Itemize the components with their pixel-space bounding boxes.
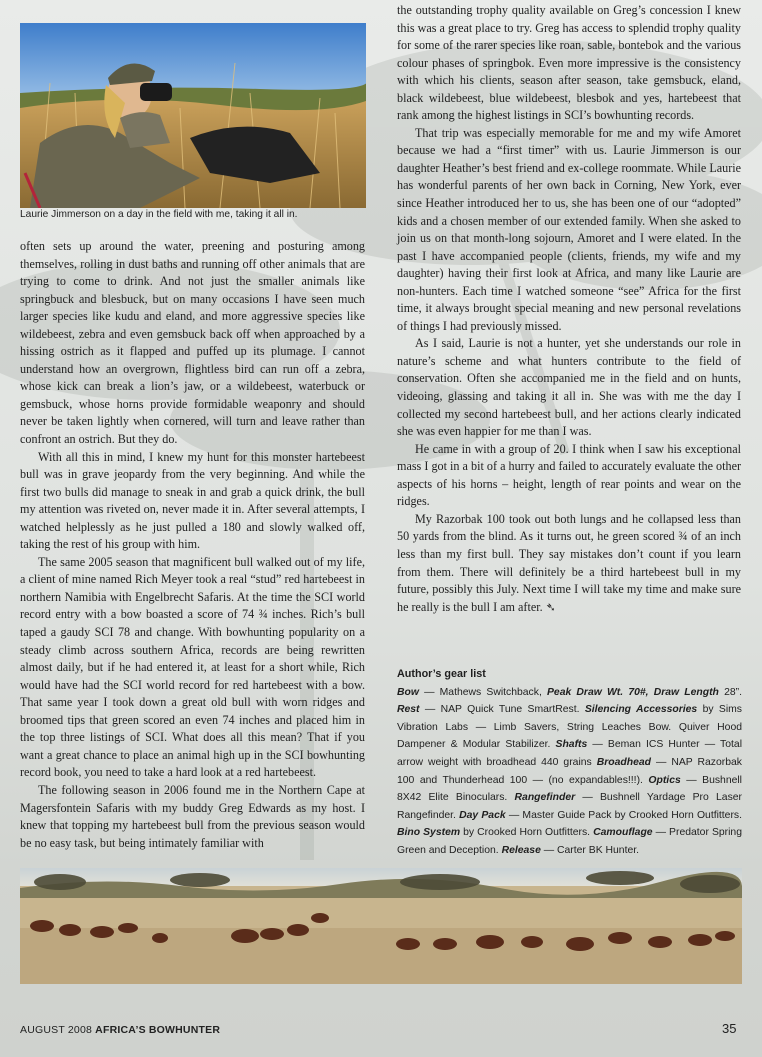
- gear-text: — Bushnell Yardage Pro Laser Rangefinder.: [397, 792, 743, 821]
- gear-label: Broadhead: [596, 756, 651, 768]
- gear-label: Optics: [648, 774, 681, 786]
- photo-caption: Laurie Jimmerson on a day in the field with me, taking it all in.: [20, 209, 298, 220]
- gear-list-body: [397, 684, 742, 860]
- paragraph: As I said, Laurie is not a hunter, yet she understands our role in nature’s scheme and what hunters contribute to the field of conservation. Often she accompanied me in the field and on hunts, videoing, glassing and taking it all in. She was with me the day I collected my second hartebeest bull, and her actions clearly indicated she was even happier for me than I was.: [397, 336, 741, 439]
- article-right-column: [397, 2, 741, 616]
- gear-label: Camouflage: [593, 827, 653, 839]
- gear-label: Bino System: [397, 827, 461, 839]
- gear-text: — Mathews Switchback,: [418, 686, 547, 698]
- paragraph: the outstanding trophy quality available on Greg’s concession I knew this was a great place to try. Greg has access to splendid trophy quality for some of the rarer species like roan, sable, bontebok and the various colour phases of springbok. Even more impressive is the consistency with which his clients, season after season, take gemsbuck, eland, black wildebeest, blue wildebeest, blesbok and yes, hartebeest that rank among the highest listings in SCI’s bowhunting records.: [397, 3, 741, 123]
- gear-text: by Sims Vibration Labs — Limb Savers, String Leaches Bow. Quiver Hood Dampener & Modular Stabilizer.: [397, 704, 742, 751]
- gear-text: — Master Guide Pack by Crooked Horn Outfitters.: [505, 809, 742, 821]
- gear-label: Peak Draw Wt. 70#, Draw Length: [547, 686, 719, 698]
- footer-date: AUGUST 2008: [20, 1024, 93, 1036]
- footer-issue: [20, 1024, 220, 1036]
- page-number: 35: [722, 1021, 737, 1036]
- article-left-column: [20, 238, 365, 852]
- authors-gear-list: [397, 666, 742, 860]
- gear-text: — NAP Quick Tune SmartRest.: [419, 704, 585, 716]
- gear-list-title: Author’s gear list: [397, 668, 486, 680]
- gear-text: — Bushnell 8X42 Elite Binoculars.: [397, 774, 742, 804]
- paragraph: The same 2005 season that magnificent bull walked out of my life, a client of mine named Rich Meyer took a real “stud” red hartebeest in northern Namibia with Engelbrecht Safaris. At the time the SCI world record entry with a bow boasted a score of 74 ¾ inches. Rich’s bull taped a gaudy SCI 78 and change. With bowhunting popularity on a steady climb across southern Africa, records are being rewritten almost daily, but if he had entered it, at least for a short while, Rich would have had the SCI world record for red hartebeest with a bow. That same year I took down a great old bull with worn ridges and broomed tips that green scored an even 74 inches and placed him in the top three listings of SCI. What does all this mean? That if you want a great chance to place an animal high up in the SCI bowhunting record book, you need to take a hard look at a red hartebeest.: [20, 554, 365, 780]
- gear-text: 28”.: [718, 686, 742, 698]
- photo-laurie-binoculars: [20, 23, 366, 208]
- gear-text: — Beman ICS Hunter — Total arrow weight with broadhead 440 grains: [397, 739, 743, 768]
- gear-label: Rangefinder: [514, 792, 576, 804]
- gear-label: Release: [501, 844, 541, 856]
- paragraph: That trip was especially memorable for me and my wife Amoret because we had a “first timer” with us. Laurie Jimmerson is our daughter Heather’s best friend and ex-college roommate. While Laurie has wonderful parents of her own back in Corning, New York, ever since Heather introduced her to us, she has been one of our “adopted” kids and a chosen member of our extended family. When she asked to join us on that month-long sojourn, Amoret and I were elated. In the past I have accompanied people (clients, friends, my wife and my daughter) having their first look at Africa, and many like Laurie are non-hunters. Each time I watched someone “see” Africa for the first time, it always brought special meaning and new personal revelations of things I had previously missed.: [397, 125, 741, 333]
- end-mark-icon: ➴: [545, 599, 556, 614]
- paragraph: With all this in mind, I knew my hunt for this monster hartebeest bull was in grave jeopardy from the very beginning. And while the first two bulls did manage to sneak in and grab a quick drink, the bull my attention was riveted on, never made it in. After several attempts, I watched helplessly as he just pulled a 180 and slowly walked off, taking the rest of his group with him.: [20, 449, 365, 552]
- paragraph: often sets up around the water, preening and posturing among themselves, rolling in dust baths and running off other animals that are trying to come to drink. And not just the smaller animals like springbuck and blesbuck, but on many occasions I have seen much larger species like kudu and eland, and more aggressive species like wildebeest, zebra and even gemsbuck back off when approached by a hissing ostrich as it flapped and puffed up its plumage. I cannot understand how an overgrown, flightless bird can run off a zebra, whose kick can break a lion’s jaw, or a wildebeest, waterbuck or gemsbuck, whose horns provide formidable weaponry and should never be taken lightly when cornered, will turn and leave rather than confront an ostrich. But they do.: [20, 239, 365, 447]
- gear-text: — Predator Spring Green and Deception.: [397, 827, 742, 856]
- gear-label: Shafts: [555, 739, 588, 751]
- gear-label: Silencing Accessories: [584, 704, 698, 716]
- paragraph: [397, 511, 741, 616]
- footer-magazine: AFRICA’S BOWHUNTER: [95, 1024, 221, 1036]
- gear-text: — NAP Razorbak 100 and Thunderhead 100 — (no expandables!!!).: [397, 756, 742, 786]
- paragraph: The following season in 2006 found me in the Northern Cape at Magersfontein Safaris with my buddy Greg Edwards as my host. I knew that topping my hartebeest bull from the previous season would be no easy task, but being intimately familiar with: [20, 782, 365, 850]
- photo-hartebeest-herd: [20, 868, 742, 984]
- gear-text: — Carter BK Hunter.: [540, 844, 640, 856]
- paragraph-text: My Razorbak 100 took out both lungs and he collapsed less than 50 yards from the blind. As it turns out, he green scored ¾ of an inch less than my first bull. They say mistakes don’t count if you learn from them. There will definitely be a third hartebeest bull in my future, possibly this July. Next time I will take my time and make sure he really is the bull I am after.: [397, 511, 741, 614]
- paragraph: He came in with a group of 20. I think when I saw his exceptional mass I got in a bit of a hurry and failed to accurately evaluate the other aspects of his horns – height, length of rear points and wear on the ridges.: [397, 441, 741, 509]
- gear-label: Bow: [397, 686, 419, 698]
- gear-label: Day Pack: [459, 809, 506, 821]
- gear-text: by Crooked Horn Outfitters.: [460, 827, 594, 839]
- gear-label: Rest: [397, 704, 420, 716]
